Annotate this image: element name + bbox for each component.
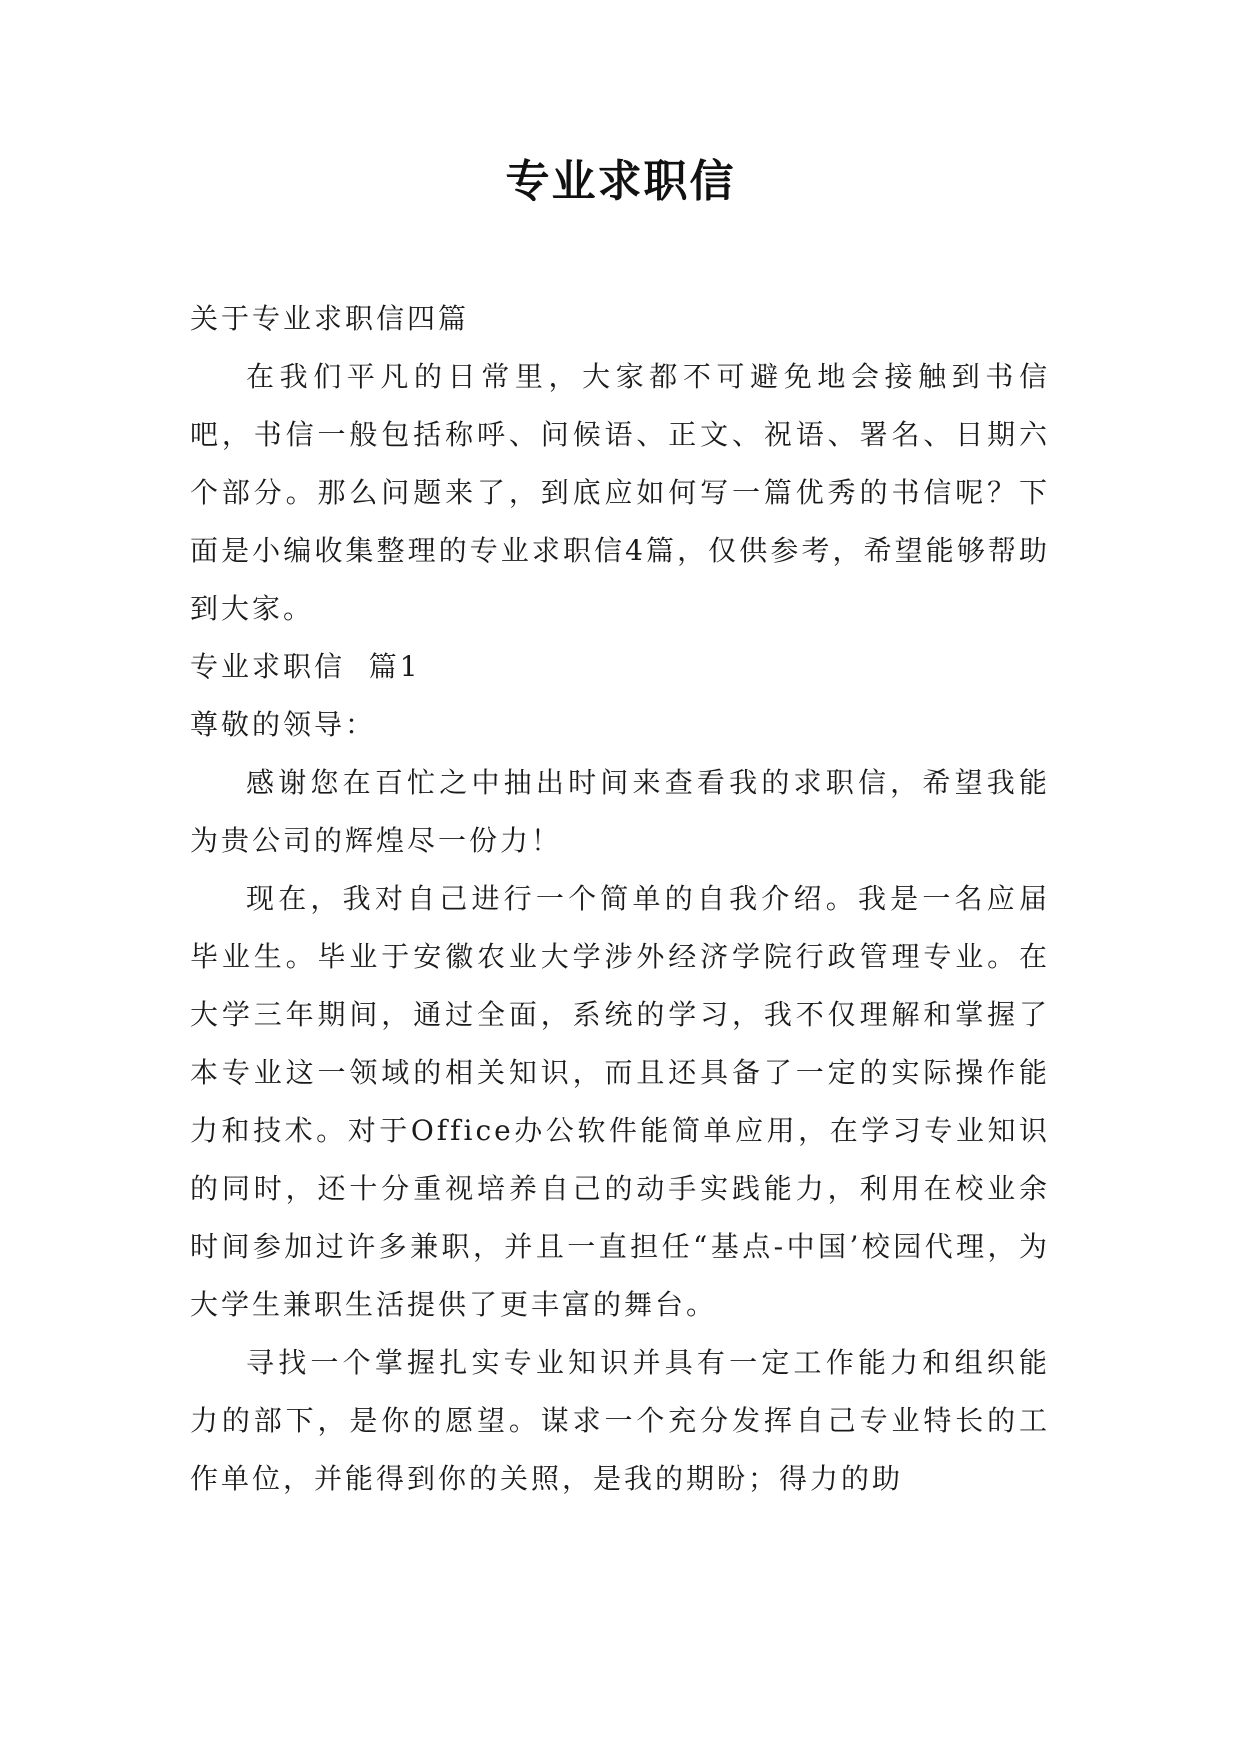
document-title: 专业求职信 — [505, 156, 736, 207]
document-subtitle: 关于专业求职信四篇 — [190, 302, 470, 335]
body-paragraph: 现在，我对自己进行一个简单的自我介绍。我是一名应届毕业生。毕业于安徽农业大学涉外经济学院行政管理专业。在大学三年期间，通过全面，系统的学习，我不仅理解和掌握了本专业这一领域的相关知识，而且还具备了一定的实际操作能力和技术。对于Office办公软件能简单应用，在学习专业知识的同时，还十分重视培养自己的动手实践能力，利用在校业余时间参加过许多兼职，并且一直担任“基点-中国’校园代理，为大学生兼职生活提供了更丰富的舞台。 — [190, 882, 1050, 1321]
salutation: 尊敬的领导： — [190, 708, 377, 741]
document-body — [190, 290, 1050, 1508]
body-paragraph: 寻找一个掌握扎实专业知识并具有一定工作能力和组织能力的部下，是你的愿望。谋求一个充分发挥自己专业特长的工作单位，并能得到你的关照，是我的期盼；得力的助 — [190, 1346, 1050, 1495]
section-heading: 专业求职信 篇1 — [190, 650, 421, 683]
intro-paragraph: 在我们平凡的日常里，大家都不可避免地会接触到书信吧，书信一般包括称呼、问候语、正文、祝语、署名、日期六个部分。那么问题来了，到底应如何写一篇优秀的书信呢？下面是小编收集整理的专业求职信4篇，仅供参考，希望能够帮助到大家。 — [190, 360, 1050, 625]
body-paragraph: 感谢您在百忙之中抽出时间来查看我的求职信，希望我能为贵公司的辉煌尽一份力！ — [190, 766, 1050, 857]
